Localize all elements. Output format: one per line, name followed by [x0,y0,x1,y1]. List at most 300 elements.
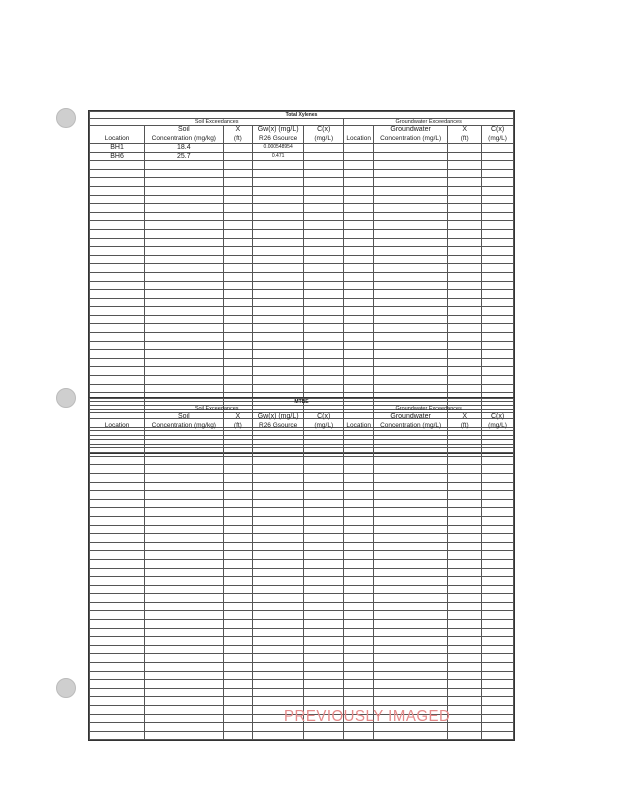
table-cell [253,367,304,376]
table-cell [374,516,448,525]
table-cell [374,195,448,204]
table-cell [344,731,374,740]
table-cell [344,559,374,568]
table-cell [304,238,344,247]
table-cell [344,645,374,654]
table-cell [482,534,514,543]
table-cell [90,324,145,333]
groundwater-exceedances-header: Groundwater Exceedances [344,406,514,413]
table-cell [253,697,304,706]
table-cell [344,431,374,440]
table-cell [90,508,145,517]
table-row [90,542,514,551]
table-cell [374,559,448,568]
table-cell [482,290,514,299]
table-cell [344,324,374,333]
table-cell [223,663,253,672]
table-cell [344,491,374,500]
table-cell [304,290,344,299]
table-cell [482,482,514,491]
table-row [90,448,514,457]
table-cell [223,499,253,508]
table-cell [223,264,253,273]
table-cell [374,654,448,663]
table-cell [145,491,223,500]
column-header: Location [90,134,145,144]
table-cell [304,516,344,525]
table-cell [448,680,482,689]
table-cell [223,620,253,629]
table-cell [223,456,253,465]
table-cell [304,315,344,324]
table-cell [374,628,448,637]
table-cell [374,611,448,620]
table-cell [448,628,482,637]
table-cell [448,358,482,367]
table-cell [304,333,344,342]
table-cell [374,350,448,359]
table-cell [448,473,482,482]
table-cell [223,680,253,689]
table-cell [448,152,482,161]
table-cell [374,534,448,543]
table-cell [90,637,145,646]
table-cell [304,324,344,333]
table-cell [482,628,514,637]
table-cell [304,637,344,646]
table-cell [482,499,514,508]
table-cell [344,178,374,187]
table-cell [253,491,304,500]
table-cell [304,525,344,534]
table-cell [344,585,374,594]
table-cell [90,516,145,525]
table-cell [448,448,482,457]
table-cell [253,333,304,342]
table-cell [448,508,482,517]
table-cell [145,602,223,611]
table-cell [374,499,448,508]
table-cell [448,247,482,256]
table-cell [344,671,374,680]
table-cell [482,431,514,440]
table-cell [145,341,223,350]
table-cell [344,298,374,307]
table-cell [145,169,223,178]
table-cell [90,585,145,594]
column-header-top [344,413,374,422]
table-cell [253,508,304,517]
table-cell [482,706,514,715]
table-cell [223,525,253,534]
table-cell [304,542,344,551]
table-cell [304,229,344,238]
table-cell [223,178,253,187]
table-cell [344,290,374,299]
table-cell [90,551,145,560]
table-cell [374,255,448,264]
table-cell [374,465,448,474]
table-cell [374,697,448,706]
table-cell [223,298,253,307]
table-row [90,594,514,603]
table-cell [145,508,223,517]
table-cell [304,307,344,316]
table-cell [145,186,223,195]
table-cell [145,534,223,543]
table-row [90,144,514,153]
table-cell [374,384,448,393]
table-cell [90,534,145,543]
table-cell [374,186,448,195]
table-cell [374,204,448,213]
table-cell [344,350,374,359]
table-cell [482,341,514,350]
table-row [90,525,514,534]
table-cell [145,697,223,706]
table-cell [253,645,304,654]
table-cell [482,559,514,568]
table-cell [223,290,253,299]
table-cell [304,298,344,307]
table-row [90,663,514,672]
column-header-top: X [448,413,482,422]
table-cell [223,229,253,238]
table-cell [145,229,223,238]
table-cell [223,491,253,500]
table-cell [482,491,514,500]
table-cell [145,161,223,170]
table-cell [145,272,223,281]
table-cell: BH6 [90,152,145,161]
table-cell [223,238,253,247]
table-cell [223,645,253,654]
table-cell [253,169,304,178]
table-cell [304,367,344,376]
table-cell [482,671,514,680]
table-cell [90,272,145,281]
table-cell [482,264,514,273]
table-cell [344,620,374,629]
table-cell [374,585,448,594]
table-cell [145,195,223,204]
table-cell [344,169,374,178]
table-cell [482,307,514,316]
table-cell [90,350,145,359]
table-cell [448,697,482,706]
table-row [90,611,514,620]
table-cell [374,272,448,281]
table-cell [253,628,304,637]
table-cell [482,221,514,230]
table-cell [344,152,374,161]
table-cell [482,169,514,178]
table-cell [223,350,253,359]
table-cell [482,178,514,187]
table-cell [448,272,482,281]
table-cell [448,731,482,740]
table-cell [344,161,374,170]
table-row [90,731,514,740]
table-cell [223,473,253,482]
table-cell [482,577,514,586]
table-cell [304,465,344,474]
table-row [90,290,514,299]
table-cell [374,169,448,178]
table-cell [304,152,344,161]
column-header-top: Gw(x) (mg/L) [253,413,304,422]
table-cell [90,568,145,577]
table-cell [253,559,304,568]
table-cell [253,456,304,465]
table-row [90,516,514,525]
table-cell [253,637,304,646]
table-cell [482,212,514,221]
table-cell [253,384,304,393]
table-cell [223,384,253,393]
table-cell [448,178,482,187]
table-cell [145,620,223,629]
table-cell [253,186,304,195]
table-cell [304,473,344,482]
table-cell [344,568,374,577]
table-cell [304,178,344,187]
table-cell [344,456,374,465]
table-cell [448,706,482,715]
table-cell [344,221,374,230]
table-cell [448,525,482,534]
table-cell [145,663,223,672]
table-cell [90,723,145,732]
table-cell [90,298,145,307]
table-cell [374,238,448,247]
table-cell [304,204,344,213]
table-cell [448,542,482,551]
table-cell [90,195,145,204]
table-cell [344,272,374,281]
table-cell [482,315,514,324]
table-cell [448,333,482,342]
table-cell [448,376,482,385]
table-cell [223,602,253,611]
table-cell [344,525,374,534]
table-cell [344,384,374,393]
table-cell [344,186,374,195]
table-cell [344,247,374,256]
table-cell [223,551,253,560]
table-cell [223,169,253,178]
table-cell [344,204,374,213]
table-cell [145,350,223,359]
table-cell [482,723,514,732]
table-cell [253,620,304,629]
table-cell [374,264,448,273]
table-cell [344,358,374,367]
table-cell [223,714,253,723]
table-cell [304,491,344,500]
table-cell [223,516,253,525]
table-cell [223,671,253,680]
table-cell [448,186,482,195]
table-cell [253,376,304,385]
table-row [90,255,514,264]
table-cell [374,671,448,680]
table-cell: 0.000548954 [253,144,304,153]
table-cell [482,680,514,689]
table-cell [344,602,374,611]
table-cell [448,169,482,178]
column-header-top: Groundwater [374,413,448,422]
table-cell [253,525,304,534]
table-cell [304,688,344,697]
table-cell [90,465,145,474]
table-cell [374,473,448,482]
groundwater-exceedances-header: Groundwater Exceedances [344,119,514,126]
table-cell [304,281,344,290]
table-row [90,204,514,213]
table-cell [374,144,448,153]
table-cell [145,688,223,697]
table-cell [304,186,344,195]
table-cell [482,298,514,307]
table-cell [304,594,344,603]
table-cell [448,456,482,465]
table-cell [223,594,253,603]
punch-hole-top [56,108,76,128]
soil-exceedances-header: Soil Exceedances [90,119,344,126]
table-cell [253,439,304,448]
table-cell [374,178,448,187]
table-row [90,324,514,333]
table-row [90,264,514,273]
table-cell [223,723,253,732]
table-cell [145,247,223,256]
table-row [90,298,514,307]
table-row [90,534,514,543]
table-cell [223,255,253,264]
table-cell [253,161,304,170]
table-cell [304,680,344,689]
column-header-top: X [223,126,253,135]
table-cell [145,290,223,299]
table-cell [482,516,514,525]
table-cell [253,516,304,525]
column-header: Location [344,421,374,431]
table-cell [374,542,448,551]
table-row [90,680,514,689]
table-cell [304,255,344,264]
table-cell [482,255,514,264]
table-cell [344,212,374,221]
column-header: Concentration (mg/L) [374,134,448,144]
table-row [90,439,514,448]
table-row [90,620,514,629]
table-cell [304,697,344,706]
table-cell [145,680,223,689]
table-cell [90,688,145,697]
table-cell [482,384,514,393]
table-cell [223,568,253,577]
table-cell [304,731,344,740]
table-cell [223,341,253,350]
table-cell [223,281,253,290]
table-row [90,491,514,500]
table-cell [253,680,304,689]
column-header-top: C(x) [482,413,514,422]
table-cell [482,654,514,663]
table-row [90,585,514,594]
table-cell [304,482,344,491]
table-cell [145,212,223,221]
table-cell [253,178,304,187]
table-row [90,272,514,281]
table-cell [253,585,304,594]
table-cell [374,491,448,500]
column-header: Concentration (mg/kg) [145,134,223,144]
table-cell [374,431,448,440]
table-cell [223,577,253,586]
table-cell [374,602,448,611]
table-cell [374,307,448,316]
table-cell [145,559,223,568]
table-cell [374,688,448,697]
table-cell [223,628,253,637]
table-row [90,645,514,654]
table-cell [344,611,374,620]
table-cell [482,645,514,654]
table-cell [344,229,374,238]
table-cell [145,238,223,247]
table-cell [253,654,304,663]
table-cell [145,611,223,620]
table-cell [482,637,514,646]
table-cell [90,384,145,393]
table-cell [90,620,145,629]
table-cell [482,473,514,482]
table-cell [90,221,145,230]
table-cell [448,585,482,594]
table-cell [482,551,514,560]
table-cell [304,654,344,663]
table-cell [145,654,223,663]
table-cell [145,204,223,213]
table-cell [448,594,482,603]
table-cell [304,161,344,170]
table-cell [374,525,448,534]
table-cell [253,499,304,508]
table-cell [448,663,482,672]
table-cell [482,152,514,161]
table-row [90,350,514,359]
table-cell [304,212,344,221]
table-cell [304,144,344,153]
table-cell [90,169,145,178]
table-cell [145,324,223,333]
table-cell [90,264,145,273]
table-cell [304,456,344,465]
table-cell [90,628,145,637]
table-cell: 0.471 [253,152,304,161]
table-cell [90,697,145,706]
table-cell [344,465,374,474]
table-cell [90,499,145,508]
table-cell [90,714,145,723]
table-cell [374,376,448,385]
table-cell [90,161,145,170]
table-cell [448,324,482,333]
table-row [90,161,514,170]
mtbe-table [88,397,515,741]
